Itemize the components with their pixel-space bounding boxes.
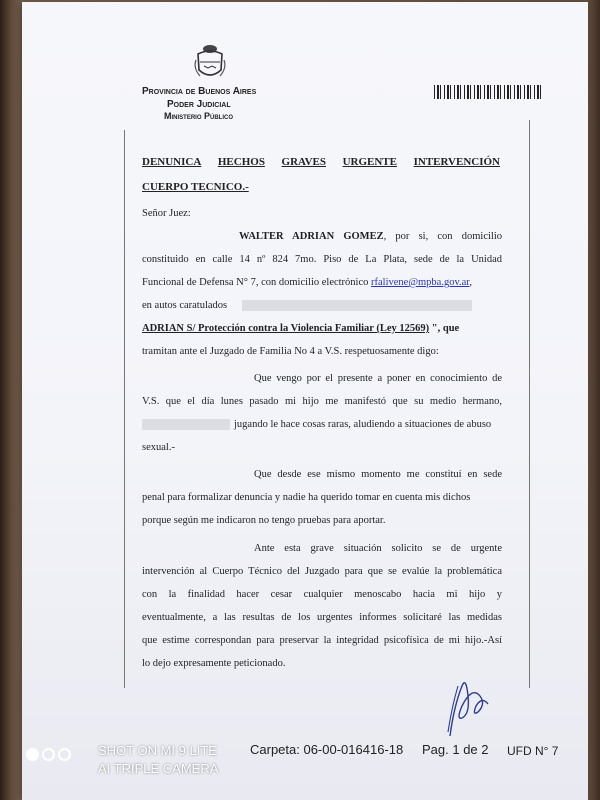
email-link[interactable]: rfalivene@mpba.gov.ar: [371, 277, 470, 288]
document-page: [22, 2, 588, 800]
header-ministry: Ministerio Público: [164, 111, 234, 121]
paragraph2-line1: [254, 372, 502, 386]
camera-dot: [42, 748, 55, 761]
text-span: constituido en calle 14 nº 824 7mo. Piso de La Plata, sede de la Unidad: [142, 254, 502, 265]
title-word: URGENTE: [342, 156, 397, 168]
header-province: Provincia de Buenos Aires: [142, 86, 257, 97]
paragraph1-line3: [142, 276, 472, 290]
paragraph1-line5: [142, 322, 459, 336]
footer-ufd: UFD N° 7: [507, 744, 559, 758]
camera-dot: [58, 748, 71, 761]
camera-watermark: [98, 742, 218, 778]
title-word: HECHOS: [217, 156, 265, 168]
salutation: Señor Juez:: [142, 208, 191, 219]
document-title-line2: CUERPO TECNICO.-: [142, 181, 249, 193]
redacted-block: [242, 300, 472, 311]
paragraph4-line5: [142, 634, 502, 648]
footer-carpeta: Carpeta: 06-00-016416-18: [250, 742, 404, 757]
paragraph3-line2: penal para formalizar denuncia y nadie ha querido tomar en cuenta mis dichos: [142, 492, 471, 503]
text-span: Funcional de Defensa N° 7, con domicilio electrónico: [142, 277, 372, 288]
watermark-line1: SHOT ON MI 9 LITE: [98, 743, 217, 758]
paragraph2-line4: sexual.-: [142, 442, 175, 453]
text-span: eventualmente, a las resultas de los urgentes informes solicitaré las medidas: [142, 612, 502, 623]
text-span: con la finalidad hacer cesar cualquier menoscabo hacia mi hijo y: [142, 589, 502, 600]
paragraph3-line3: porque según me indicaron no tengo pruebas para aportar.: [142, 515, 386, 526]
paragraph2-line3: [142, 418, 491, 432]
text-span: que estime correspondan para preservar la integridad psicofísica de mi hijo.-Así: [142, 635, 502, 646]
paragraph2-line2: [142, 395, 502, 409]
text-span: ", que: [429, 323, 460, 334]
paragraph3-line1: [254, 468, 502, 482]
paragraph1-line2: [142, 253, 502, 267]
camera-dots-icon: [26, 748, 71, 761]
barcode-icon: [434, 85, 542, 99]
signature-icon: [432, 666, 512, 746]
text-span: Que vengo por el presente a poner en conocimiento de: [254, 373, 502, 384]
title-word: GRAVES: [281, 156, 326, 168]
watermark-line2: AI TRIPLE CAMERA: [98, 761, 219, 776]
paragraph4-line1: [254, 542, 502, 556]
text-span: en autos caratulados: [142, 300, 228, 311]
paragraph1-line6: tramitan ante el Juzgado de Familia No 4 a V.S. respetuosamente digo:: [142, 346, 439, 357]
title-word: INTERVENCIÓN: [413, 156, 500, 168]
redacted-block: [142, 419, 230, 430]
text-span: jugando le hace cosas raras, aludiendo a situaciones de abuso: [234, 419, 492, 430]
text-span: Ante esta grave situación solicito se de urgente: [254, 543, 502, 554]
complainant-name: WALTER ADRIAN GOMEZ: [239, 231, 384, 242]
paragraph4-line3: [142, 588, 502, 602]
title-word: DENUNICA: [142, 156, 202, 168]
left-margin-line: [124, 130, 125, 688]
text-span: Que desde ese mismo momento me constituí en sede: [254, 469, 502, 480]
text-span: V.S. que el día lunes pasado mi hijo me manifestó que su medio hermano,: [142, 396, 502, 407]
footer-page: Pag. 1 de 2: [422, 742, 489, 757]
right-margin-line: [529, 120, 530, 688]
header-judicial-power: Poder Judicial: [167, 99, 231, 110]
paragraph4-line4: [142, 611, 502, 625]
text-span: intervención al Cuerpo Técnico del Juzgado para que se evalúe la problemática: [142, 566, 502, 577]
paragraph4-line2: [142, 565, 502, 579]
paragraph4-line6: lo dejo expresamente peticionado.: [142, 658, 286, 669]
crest-icon: [192, 40, 228, 82]
text-span: , por si, con domicilio: [383, 231, 502, 242]
case-title: ADRIAN S/ Protección contra la Violencia Familiar (Ley 12569): [142, 323, 430, 334]
text-span: ,: [469, 277, 473, 288]
document-title-line1: [142, 156, 500, 168]
paragraph1-line4: [142, 299, 472, 313]
paragraph1-line1: [239, 230, 502, 244]
camera-dot: [26, 748, 39, 761]
